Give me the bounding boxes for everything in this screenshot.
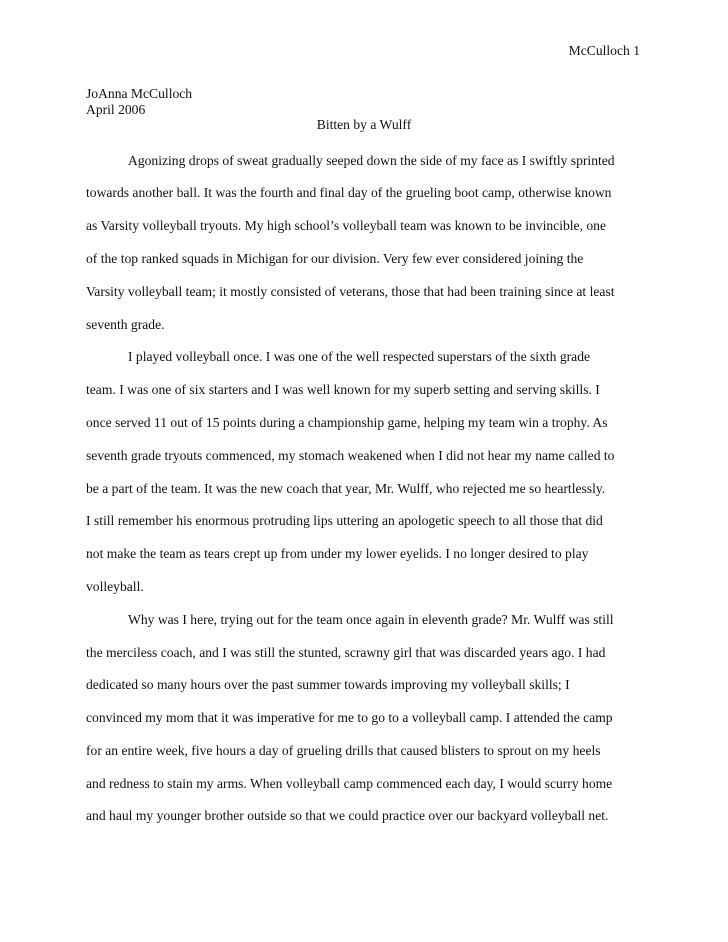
author-name: JoAnna McCulloch	[86, 86, 193, 101]
running-head: McCulloch 1	[568, 43, 640, 58]
body-line: be a part of the team. It was the new coach that year, Mr. Wulff, who rejected me so heartlessly.	[86, 481, 606, 496]
body-line: Varsity volleyball team; it mostly consisted of veterans, those that had been training since at least	[86, 284, 615, 299]
essay-date: April 2006	[86, 102, 146, 117]
body-line: once served 11 out of 15 points during a championship game, helping my team win a trophy. As	[86, 415, 608, 430]
body-line: volleyball.	[86, 579, 144, 594]
body-line: and haul my younger brother outside so that we could practice over our backyard volleyball net.	[86, 808, 609, 823]
body-line: the merciless coach, and I was still the stunted, scrawny girl that was discarded years ago. I had	[86, 645, 606, 660]
body-line: and redness to stain my arms. When volleyball camp commenced each day, I would scurry home	[86, 776, 613, 791]
body-line: as Varsity volleyball tryouts. My high school’s volleyball team was known to be invincible, one	[86, 218, 607, 233]
body-line: seventh grade tryouts commenced, my stomach weakened when I did not hear my name called to	[86, 448, 615, 463]
body-line: not make the team as tears crept up from under my lower eyelids. I no longer desired to play	[86, 546, 589, 561]
body-line: for an entire week, five hours a day of grueling drills that caused blisters to sprout on my heels	[86, 743, 601, 758]
body-line: seventh grade.	[86, 317, 165, 332]
body-line: convinced my mom that it was imperative for me to go to a volleyball camp. I attended the camp	[86, 710, 613, 725]
body-line: Why was I here, trying out for the team once again in eleventh grade? Mr. Wulff was still	[128, 612, 614, 627]
body-line: Agonizing drops of sweat gradually seeped down the side of my face as I swiftly sprinted	[128, 153, 615, 168]
essay-title: Bitten by a Wulff	[316, 117, 412, 132]
body-line: towards another ball. It was the fourth and final day of the grueling boot camp, otherwise known	[86, 185, 612, 200]
body-line: I still remember his enormous protruding lips uttering an apologetic speech to all those that did	[86, 513, 603, 528]
body-line: I played volleyball once. I was one of the well respected superstars of the sixth grade	[128, 349, 591, 364]
body-line: of the top ranked squads in Michigan for our division. Very few ever considered joining the	[86, 251, 584, 266]
body-line: dedicated so many hours over the past summer towards improving my volleyball skills; I	[86, 677, 570, 692]
body-line: team. I was one of six starters and I was well known for my superb setting and serving skills. I	[86, 382, 600, 397]
